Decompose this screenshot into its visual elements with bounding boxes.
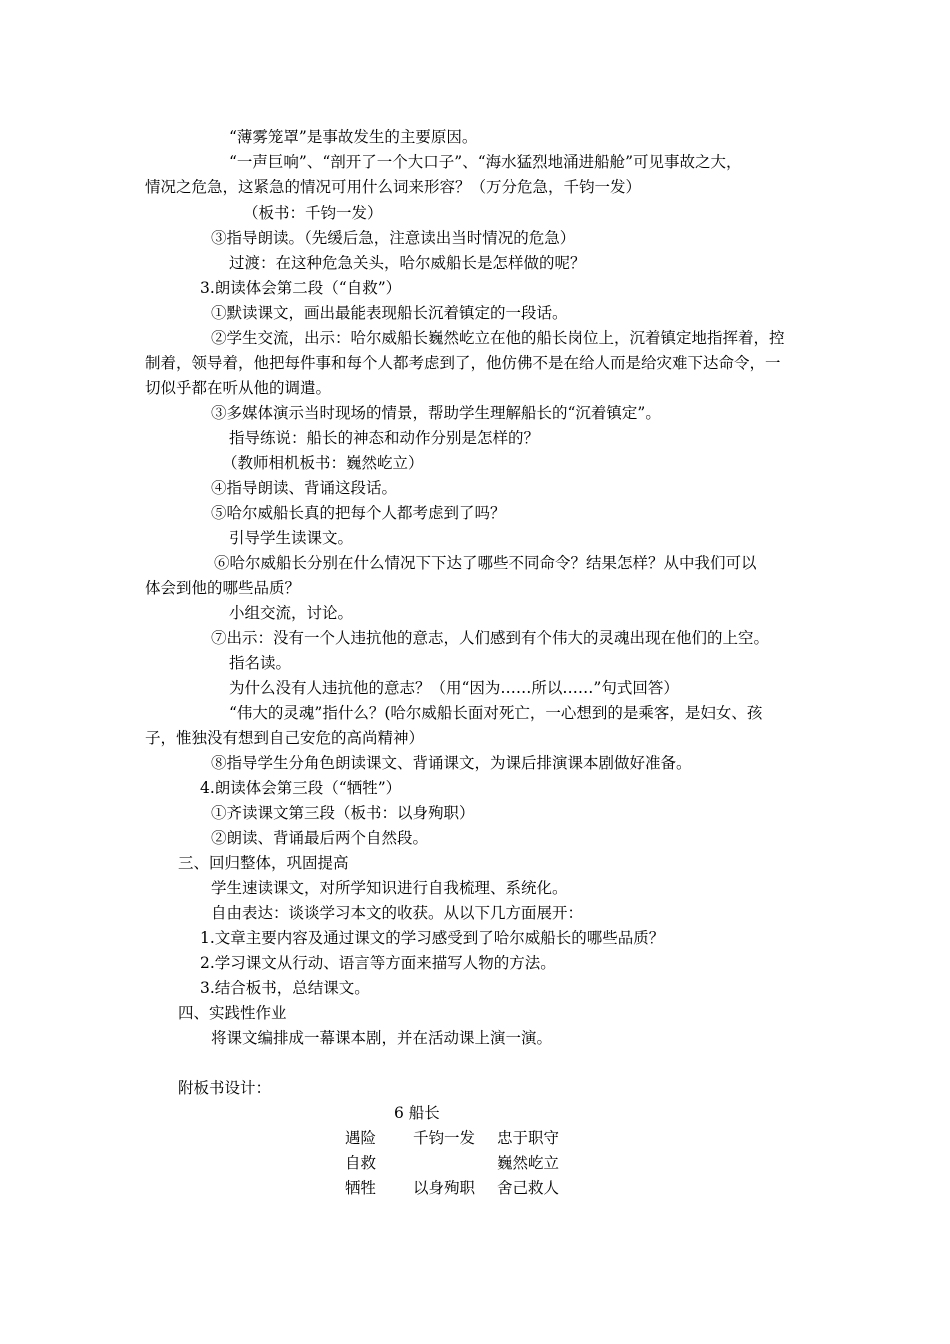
board-cell: 忠于职守 [497,1129,560,1147]
text-line: 情况之危急，这紧急的情况可用什么词来形容？（万分危急，千钧一发） [145,178,642,196]
board-cell: 舍己救人 [497,1179,560,1197]
text-line: “一声巨响”、“剖开了一个大口子”、“海水猛烈地涌进船舱”可见事故之大， [229,153,742,171]
text-line: 子，惟独没有想到自己安危的高尚精神） [145,729,425,747]
text-line: 切似乎都在听从他的调遣。 [145,379,332,397]
text-line: 为什么没有人违抗他的意志？（用“因为……所以……”句式回答） [229,679,679,697]
section-heading: 四、实践性作业 [178,1004,287,1022]
text-line: 引导学生读课文。 [229,529,354,547]
board-cell: 牺牲 [345,1179,377,1197]
board-design-heading: 附板书设计： [178,1079,272,1097]
text-line: ②学生交流，出示：哈尔威船长巍然屹立在他的船长岗位上，沉着镇定地指挥着，控 [211,329,785,347]
text-line: （板书：千钧一发） [243,204,383,222]
text-line: 过渡：在这种危急关头，哈尔威船长是怎样做的呢？ [229,254,586,272]
text-line: “伟大的灵魂”指什么？(哈尔威船长面对死亡，一心想到的是乘客，是妇女、孩 [229,704,763,722]
text-line: ⑤哈尔威船长真的把每个人都考虑到了吗？ [211,504,506,522]
text-line: ⑥哈尔威船长分别在什么情况下下达了哪些不同命令？结果怎样？从中我们可以 [214,554,757,572]
board-cell: 巍然屹立 [497,1154,560,1172]
text-line: ③指导朗读。（先缓后急，注意读出当时情况的危急） [211,229,576,247]
board-title: 6 船长 [394,1104,440,1122]
text-line: 体会到他的哪些品质？ [145,579,301,597]
board-cell: 遇险 [345,1129,377,1147]
text-line: 学生速读课文，对所学知识进行自我梳理、系统化。 [211,879,568,897]
board-cell: 以身殉职 [413,1179,476,1197]
board-cell: 千钧一发 [413,1129,476,1147]
text-line: 将课文编排成一幕课本剧，并在活动课上演一演。 [211,1029,553,1047]
text-line: ③多媒体演示当时现场的情景，帮助学生理解船长的“沉着镇定”。 [211,404,661,422]
text-line: ①默读课文，画出最能表现船长沉着镇定的一段话。 [211,304,568,322]
board-cell: 自救 [345,1154,377,1172]
text-line: ①齐读课文第三段（板书：以身殉职） [211,804,475,822]
text-line: 3.朗读体会第二段（“自救”） [200,279,402,297]
text-line: 指导练说：船长的神态和动作分别是怎样的？ [229,429,540,447]
text-line: 指名读。 [229,654,292,672]
text-line: “薄雾笼罩”是事故发生的主要原因。 [229,128,478,146]
text-line: ④指导朗读、背诵这段话。 [211,479,398,497]
text-line: 2.学习课文从行动、语言等方面来描写人物的方法。 [200,954,556,972]
text-line: 自由表达：谈谈学习本文的收获。从以下几方面展开： [211,904,584,922]
text-line: 3.结合板书，总结课文。 [200,979,370,997]
text-line: 4.朗读体会第三段（“牺牲”） [200,779,402,797]
text-line: （教师相机板书：巍然屹立） [222,454,424,472]
section-heading: 三、回归整体，巩固提高 [178,854,349,872]
text-line: ⑧指导学生分角色朗读课文、背诵课文，为课后排演课本剧做好准备。 [211,754,692,772]
text-line: 1.文章主要内容及通过课文的学习感受到了哈尔威船长的哪些品质？ [200,929,665,947]
text-line: ②朗读、背诵最后两个自然段。 [211,829,429,847]
text-line: ⑦出示：没有一个人违抗他的意志，人们感到有个伟大的灵魂出现在他们的上空。 [211,629,770,647]
text-line: 制着，领导着，他把每件事和每个人都考虑到了，他仿佛不是在给人而是给灾难下达命令，一 [145,354,781,372]
text-line: 小组交流，讨论。 [229,604,354,622]
